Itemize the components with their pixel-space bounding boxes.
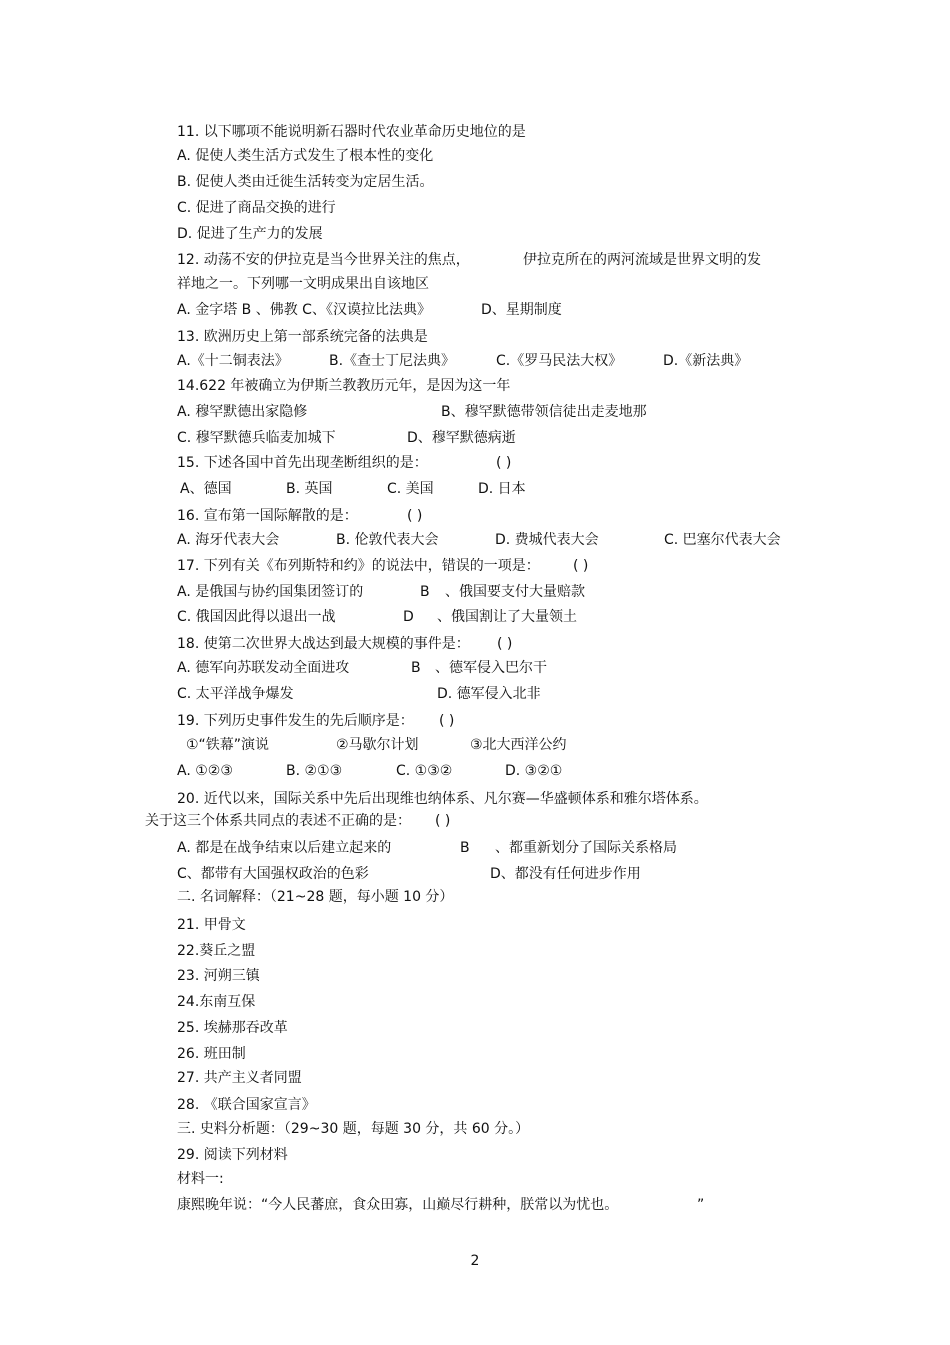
q13-stem: 13. 欧洲历史上第一部系统完备的法典是 (177, 329, 428, 345)
q18-option-b-letter: B (411, 660, 421, 676)
q12-stem-part1: 12. 动荡不安的伊拉克是当今世界关注的焦点， (177, 252, 470, 268)
q15-option-d: D. 日本 (478, 481, 526, 497)
q14-option-c: C. 穆罕默德兵临麦加城下 (177, 430, 336, 446)
q19-option-a: A. ①②③ (177, 763, 233, 779)
q16-option-b: B. 伦敦代表大会 (336, 532, 439, 548)
q29-instruction: 29. 阅读下列材料 (177, 1147, 288, 1163)
q14-option-b: B、穆罕默德带领信徒出走麦地那 (441, 404, 647, 420)
q13-option-d: D.《新法典》 (663, 353, 749, 369)
q15-option-a: A、德国 (180, 481, 232, 497)
q12-stem-part2: 伊拉克所在的两河流域是世界文明的发 (523, 252, 761, 268)
q11-option-c: C. 促进了商品交换的进行 (177, 200, 336, 216)
q16-option-a: A. 海牙代表大会 (177, 532, 280, 548)
q18-option-c: C. 太平洋战争爆发 (177, 686, 294, 702)
q29-material-label: 材料一: (177, 1171, 224, 1187)
q18-answer-paren: ( ) (497, 636, 513, 652)
q20-option-b-letter: B (460, 840, 470, 856)
q17-option-a: A. 是俄国与协约国集团签订的 (177, 584, 364, 600)
section2-item-21: 21. 甲骨文 (177, 917, 246, 933)
section2-item-25: 25. 埃赫那吞改革 (177, 1020, 288, 1036)
q20-stem-part2: 关于这三个体系共同点的表述不正确的是： (145, 813, 411, 829)
q20-option-c: C、都带有大国强权政治的色彩 (177, 866, 369, 882)
q17-option-d-letter: D (403, 609, 414, 625)
q29-quote-close: ” (697, 1197, 705, 1213)
q19-stem: 19. 下列历史事件发生的先后顺序是： (177, 713, 414, 729)
section2-heading: 二. 名词解释：（21~28 题，每小题 10 分） (177, 889, 454, 905)
q16-option-d-feicheng: D. 费城代表大会 (495, 532, 599, 548)
q16-answer-paren: ( ) (407, 508, 423, 524)
q20-option-b-text: 、都重新划分了国际关系格局 (495, 840, 677, 856)
q11-option-b: B. 促使人类由迁徙生活转变为定居生活。 (177, 174, 434, 190)
q15-option-b: B. 英国 (286, 481, 333, 497)
q16-stem: 16. 宣布第一国际解散的是： (177, 508, 358, 524)
q12-options-a-c: A. 金字塔 B 、佛教 C、《汉谟拉比法典》 (177, 302, 431, 318)
q14-stem: 14.622 年被确立为伊斯兰教教历元年，是因为这一年 (177, 378, 511, 394)
q15-answer-paren: ( ) (496, 455, 512, 471)
q17-answer-paren: ( ) (573, 558, 589, 574)
q19-option-d: D. ③②① (505, 763, 563, 779)
q11-stem: 11. 以下哪项不能说明新石器时代农业革命历史地位的是 (177, 124, 526, 140)
q19-option-c: C. ①③② (396, 763, 453, 779)
q19-event-1: ①“铁幕”演说 (186, 737, 270, 753)
q17-stem: 17. 下列有关《布列斯特和约》的说法中，错误的一项是： (177, 558, 540, 574)
section2-item-24: 24.东南互保 (177, 994, 256, 1010)
q17-option-d-text: 、俄国割让了大量领土 (437, 609, 577, 625)
q19-event-3: ③北大西洋公约 (470, 737, 567, 753)
page-number: 2 (470, 1253, 480, 1269)
q17-option-b-letter: B (420, 584, 430, 600)
q15-option-c: C. 美国 (387, 481, 434, 497)
q20-option-d: D、都没有任何进步作用 (490, 866, 641, 882)
q20-option-a: A. 都是在战争结束以后建立起来的 (177, 840, 392, 856)
q15-stem: 15. 下述各国中首先出现垄断组织的是： (177, 455, 428, 471)
section2-item-27: 27. 共产主义者同盟 (177, 1070, 302, 1086)
q17-option-c: C. 俄国因此得以退出一战 (177, 609, 336, 625)
q19-answer-paren: ( ) (439, 713, 455, 729)
q13-option-a: A.《十二铜表法》 (177, 353, 289, 369)
q18-stem: 18. 使第二次世界大战达到最大规模的事件是： (177, 636, 470, 652)
section2-item-26: 26. 班田制 (177, 1046, 246, 1062)
q14-option-a: A. 穆罕默德出家隐修 (177, 404, 308, 420)
section3-heading: 三. 史料分析题：（29~30 题，每题 30 分，共 60 分。） (177, 1121, 530, 1137)
q16-option-c-basel: C. 巴塞尔代表大会 (664, 532, 781, 548)
q13-option-b: B.《查士丁尼法典》 (329, 353, 456, 369)
q29-quote: 康熙晚年说：“今人民蕃庶，食众田寡，山巅尽行耕种，朕常以为忧也。 (177, 1197, 619, 1213)
q11-option-a: A. 促使人类生活方式发生了根本性的变化 (177, 148, 434, 164)
q12-option-d: D、星期制度 (481, 302, 562, 318)
q18-option-d: D. 德军侵入北非 (437, 686, 541, 702)
section2-item-22: 22.葵丘之盟 (177, 943, 256, 959)
section2-item-28: 28. 《联合国家宣言》 (177, 1097, 316, 1113)
q17-option-b-text: 、俄国要支付大量赔款 (445, 584, 585, 600)
q20-answer-paren: ( ) (435, 813, 451, 829)
q14-option-d: D、穆罕默德病逝 (407, 430, 516, 446)
q13-option-c: C.《罗马民法大权》 (496, 353, 623, 369)
section2-item-23: 23. 河朔三镇 (177, 968, 260, 984)
q19-event-2: ②马歇尔计划 (336, 737, 419, 753)
q18-option-a: A. 德军向苏联发动全面进攻 (177, 660, 350, 676)
q11-option-d: D. 促进了生产力的发展 (177, 226, 323, 242)
q12-stem-line2: 祥地之一。下列哪一文明成果出自该地区 (177, 276, 429, 292)
q19-option-b: B. ②①③ (286, 763, 343, 779)
q18-option-b-text: 、德军侵入巴尔干 (435, 660, 547, 676)
q20-stem-line1: 20. 近代以来，国际关系中先后出现维也纳体系、凡尔赛—华盛顿体系和雅尔塔体系。 (177, 791, 708, 807)
